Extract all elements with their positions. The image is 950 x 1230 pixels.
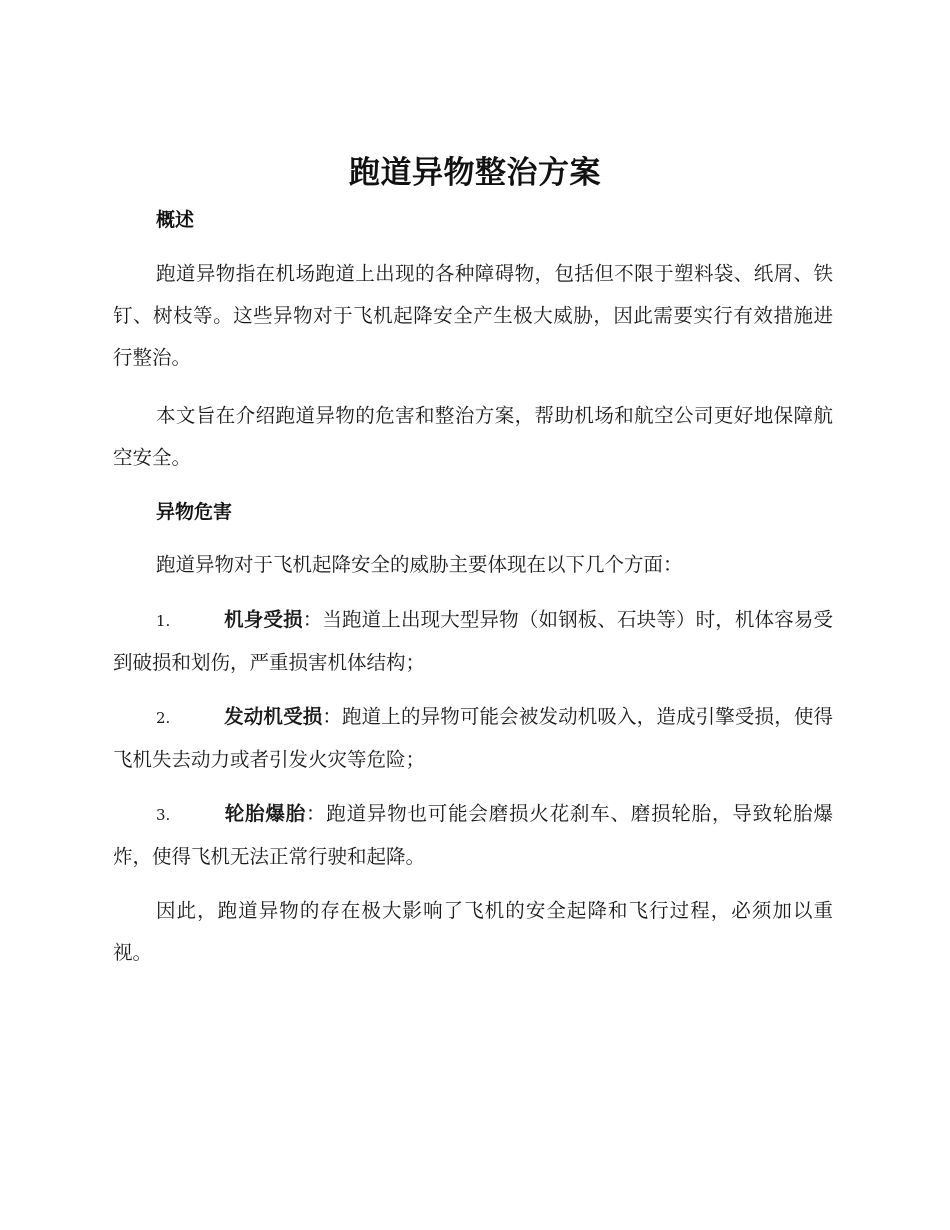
section-heading-overview: 概述	[156, 209, 195, 231]
list-item-term: 发动机受损	[224, 705, 323, 728]
section-heading-hazards: 异物危害	[156, 501, 233, 523]
list-item-text: ：跑道上的异物可能会被发动机吸入，造成引擎受损，使得飞机失去动力或者引发火灾等危险；	[113, 705, 833, 771]
hazards-intro: 跑道异物对于飞机起降安全的威胁主要体现在以下几个方面：	[156, 553, 683, 576]
list-item	[113, 696, 833, 781]
list-item-text: ：当跑道上出现大型异物（如钢板、石块等）时，机体容易受到破损和划伤，严重损害机体结构；	[113, 608, 833, 674]
list-item-number: 1.	[156, 612, 171, 630]
list-item-number: 3.	[156, 806, 171, 824]
document-title: 跑道异物整治方案	[349, 155, 601, 191]
overview-paragraph-1: 跑道异物指在机场跑道上出现的各种障碍物，包括但不限于塑料袋、纸屑、铁钉、树枝等。这些异物对于飞机起降安全产生极大威胁，因此需要实行有效措施进行整治。	[113, 262, 833, 369]
list-item-text: ：跑道异物也可能会磨损火花刹车、磨损轮胎，导致轮胎爆炸，使得飞机无法正常行驶和起降。	[113, 802, 833, 868]
list-item-term: 机身受损	[224, 608, 303, 631]
list-item	[113, 793, 833, 878]
overview-paragraph-2: 本文旨在介绍跑道异物的危害和整治方案，帮助机场和航空公司更好地保障航空安全。	[113, 404, 833, 469]
hazards-conclusion: 因此，跑道异物的存在极大影响了飞机的安全起降和飞行过程，必须加以重视。	[113, 899, 833, 964]
list-item-term: 轮胎爆胎	[224, 802, 306, 825]
list-item-number: 2.	[156, 709, 171, 727]
list-item	[113, 599, 833, 684]
